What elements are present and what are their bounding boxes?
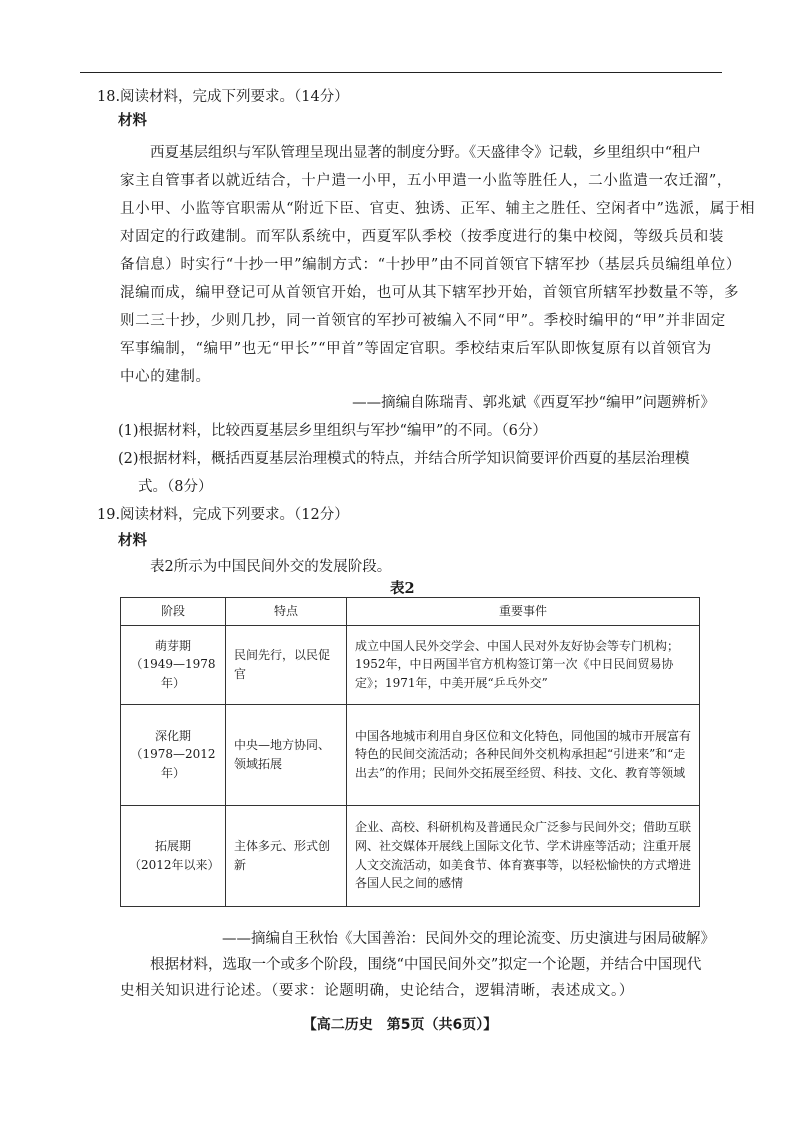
- stage-cell: [121, 805, 226, 906]
- table-row: [121, 805, 700, 906]
- q19-title: 19.阅读材料，完成下列要求。（12分）: [97, 507, 349, 523]
- stage-name: 萌芽期: [154, 638, 191, 653]
- q18-paragraph-line: 中心的建制。: [120, 369, 211, 385]
- q18-paragraph-line: 且小甲、小监等官职需从“附近下臣、官吏、独诱、正军、辅主之胜任、空闲者中”选派，属于相: [120, 201, 756, 217]
- feature-cell: 主体多元、形式创新: [226, 805, 347, 906]
- stage-table: [120, 597, 700, 907]
- stage-name: 深化期: [154, 728, 191, 743]
- q18-paragraph-line: 西夏基层组织与军队管理呈现出显著的制度分野。《天盛律令》记载，乡里组织中“租户: [150, 145, 702, 161]
- table-header: 阶段: [121, 598, 226, 626]
- table-caption: 表2: [390, 580, 415, 597]
- q18-paragraph-line: 家主自管事者以就近结合，十户遣一小甲，五小甲遣一小监等胜任人，二小监遣一农迁溜”，: [120, 173, 733, 189]
- page-footer: 【高二历史 第5页（共6页）】: [302, 1017, 498, 1033]
- q19-task-line: 根据材料，选取一个或多个阶段，围绕“中国民间外交”拟定一个论题，并结合中国现代: [150, 957, 702, 973]
- q18-material-label: 材料: [118, 112, 147, 129]
- events-cell: 企业、高校、科研机构及普通民众广泛参与民间外交；借助互联网、社交媒体开展线上国际文化节、学术讲座等活动；注重开展人文交流活动，如美食节、体育赛事等，以轻松愉快的方式增进各国人民之间的感情: [347, 805, 700, 906]
- q19-source: ——摘编自王秋怡《大国善治：民间外交的理论流变、历史演进与困局破解》: [222, 931, 715, 947]
- events-cell: 成立中国人民外交学会、中国人民对外友好协会等专门机构；1952年，中日两国半官方机构签订第一次《中日民间贸易协定》；1971年，中美开展“乒乓外交”: [347, 625, 700, 704]
- q18-subquestion-2: (2)根据材料，概括西夏基层治理模式的特点，并结合所学知识简要评价西夏的基层治理模: [118, 451, 690, 467]
- q18-subquestion-2-cont: 式。（8分）: [138, 479, 213, 495]
- stage-cell: [121, 704, 226, 805]
- top-rule: [80, 72, 722, 73]
- table-header: 特点: [226, 598, 347, 626]
- q18-source: ——摘编自陈瑞青、郭兆斌《西夏军抄“编甲”问题辨析》: [352, 395, 715, 411]
- q18-title: 18.阅读材料，完成下列要求。（14分）: [97, 89, 349, 105]
- stage-period: （1949—1978年）: [130, 657, 216, 690]
- stage-cell: [121, 625, 226, 704]
- q18-paragraph-line: 备信息）时实行“十抄一甲”编制方式：“十抄甲”由不同首领官下辖军抄（基层兵员编组单位）: [120, 257, 741, 273]
- q18-paragraph-line: 则二三十抄，少则几抄，同一首领官的军抄可被编入不同“甲”。季校时编甲的“甲”并非固定: [120, 313, 726, 329]
- q18-paragraph-line: 军事编制，“编甲”也无“甲长”“甲首”等固定官职。季校结束后军队即恢复原有以首领官为: [120, 341, 712, 357]
- table-row: [121, 704, 700, 805]
- q18-paragraph-line: 对固定的行政建制。而军队系统中，西夏军队季校（按季度进行的集中校阅，等级兵员和装: [120, 229, 724, 245]
- events-cell: 中国各地城市利用自身区位和文化特色，同他国的城市开展富有特色的民间交流活动；各种民间外交机构承担起“引进来”和“走出去”的作用；民间外交拓展至经贸、科技、文化、教育等领域: [347, 704, 700, 805]
- stage-period: （2012年以来）: [129, 857, 220, 872]
- q18-subquestion-1: (1)根据材料，比较西夏基层乡里组织与军抄“编甲”的不同。（6分）: [118, 423, 547, 439]
- feature-cell: 中央—地方协同、领域拓展: [226, 704, 347, 805]
- stage-period: （1978—2012年）: [130, 747, 216, 780]
- table-row: [121, 625, 700, 704]
- q19-intro: 表2所示为中国民间外交的发展阶段。: [150, 559, 392, 575]
- q18-paragraph-line: 混编而成，编甲登记可从首领官开始，也可从其下辖军抄开始，首领官所辖军抄数量不等，多: [120, 285, 740, 301]
- feature-cell: 民间先行，以民促官: [226, 625, 347, 704]
- q19-material-label: 材料: [118, 532, 147, 549]
- stage-name: 拓展期: [154, 839, 191, 853]
- table-header: 重要事件: [347, 598, 700, 626]
- q19-task-line: 史相关知识进行论述。（要求：论题明确，史论结合，逻辑清晰，表述成文。）: [120, 983, 634, 999]
- table-header-row: [121, 598, 700, 626]
